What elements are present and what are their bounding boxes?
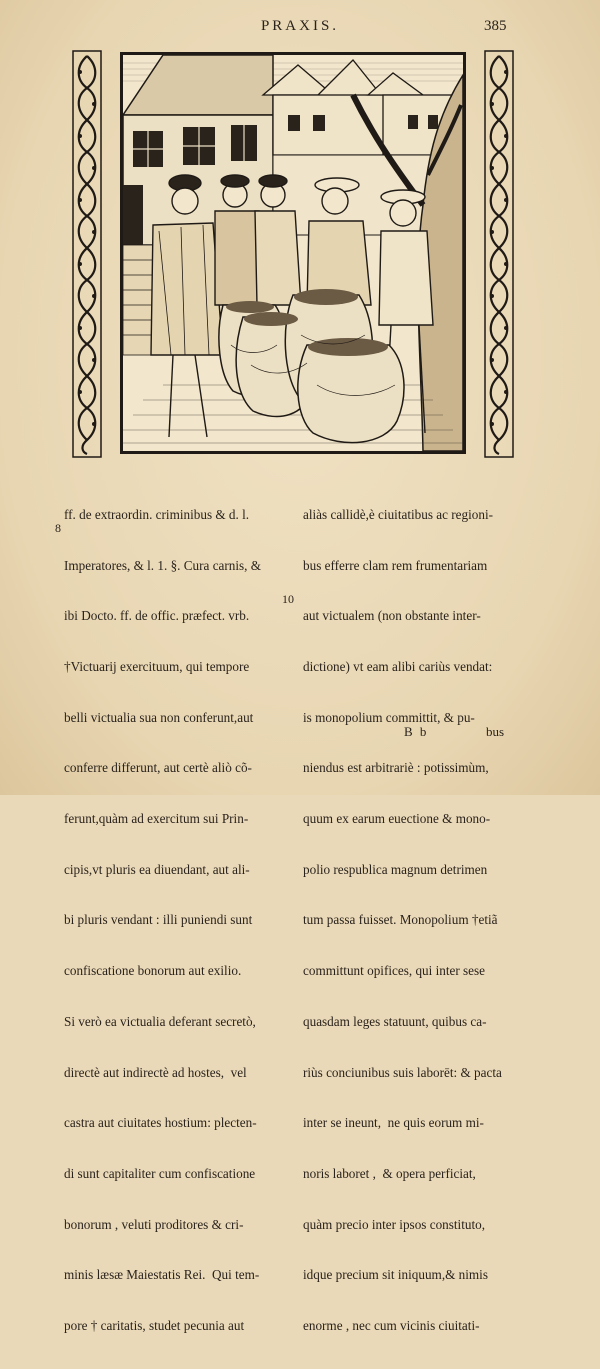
text-line: pore † caritatis, studet pecunia aut bbox=[64, 1318, 245, 1334]
text-line: Si verò ea victualia deferant secretò, bbox=[64, 1013, 256, 1029]
text-line: dictione) vt eam alibi cariùs vendat: bbox=[303, 658, 493, 674]
text-column-right bbox=[303, 473, 525, 1335]
text-line: ferunt,quàm ad exercitum sui Prin- bbox=[64, 811, 249, 827]
text-line: niendus est arbitrariè : potissimùm, bbox=[303, 760, 489, 776]
running-title: PRAXIS. bbox=[260, 18, 340, 34]
ornamental-border-left bbox=[72, 50, 102, 458]
text-line: Imperatores, & l. 1. §. Cura carnis, & bbox=[64, 557, 262, 573]
catchword: bus bbox=[486, 724, 505, 739]
text-line: ff. de extraordin. criminibus & d. l. bbox=[64, 506, 250, 522]
text-line: riùs conciunibus suis laborēt: & pacta bbox=[303, 1064, 502, 1080]
woodcut-illustration bbox=[120, 52, 466, 454]
text-line: is monopolium committit, & pu- bbox=[303, 709, 475, 725]
text-line: †Victuarij exercituum, qui tempore bbox=[64, 658, 250, 674]
text-line: quum ex earum euectione & mono- bbox=[303, 811, 491, 827]
page-number: 385 bbox=[484, 18, 507, 34]
text-line: enorme , nec cum vicinis ciuitati- bbox=[303, 1318, 480, 1334]
text-line: bus efferre clam rem frumentariam bbox=[303, 557, 488, 573]
text-line: minis læsæ Maiestatis Rei. Qui tem- bbox=[64, 1267, 260, 1283]
text-line: bonorum , veluti proditores & cri- bbox=[64, 1216, 244, 1232]
text-line: tum passa fuisset. Monopolium †etiã bbox=[303, 912, 498, 928]
text-line: ibi Docto. ff. de offic. præfect. vrb. bbox=[64, 608, 250, 624]
text-line: belli victualia sua non conferunt,aut bbox=[64, 709, 254, 725]
text-line: polio respublica magnum detrimen bbox=[303, 861, 488, 877]
margin-note-right: 10 bbox=[282, 592, 294, 606]
text-line: confiscatione bonorum aut exilio. bbox=[64, 963, 242, 979]
text-line: inter se ineunt, ne quis eorum mi- bbox=[303, 1115, 484, 1131]
ornamental-border-right bbox=[484, 50, 514, 458]
signature-mark: B b bbox=[404, 724, 429, 739]
text-line: cipis,vt pluris ea diuendant, aut ali- bbox=[64, 861, 250, 877]
text-line: aliàs callidè,è ciuitatibus ac regioni- bbox=[303, 506, 494, 522]
text-line: directè aut indirectè ad hostes, vel bbox=[64, 1064, 247, 1080]
text-line: idque precium sit iniquum,& nimis bbox=[303, 1267, 488, 1283]
text-line: quàm precio inter ipsos constituto, bbox=[303, 1216, 486, 1232]
text-line: quasdam leges statuunt, quibus ca- bbox=[303, 1013, 487, 1029]
text-column-left bbox=[64, 473, 288, 1369]
text-line: committunt opifices, qui inter sese bbox=[303, 963, 486, 979]
text-line: castra aut ciuitates hostium: plecten- bbox=[64, 1115, 257, 1131]
text-line: di sunt capitaliter cum confiscatione bbox=[64, 1165, 256, 1181]
text-line: noris laboret , & opera perficiat, bbox=[303, 1165, 476, 1181]
text-line: aut victualem (non obstante inter- bbox=[303, 608, 481, 624]
text-line: bi pluris vendant : illi puniendi sunt bbox=[64, 912, 253, 928]
text-line: conferre differunt, aut certè aliò cõ- bbox=[64, 760, 252, 776]
margin-note-left: 8 bbox=[55, 521, 61, 535]
